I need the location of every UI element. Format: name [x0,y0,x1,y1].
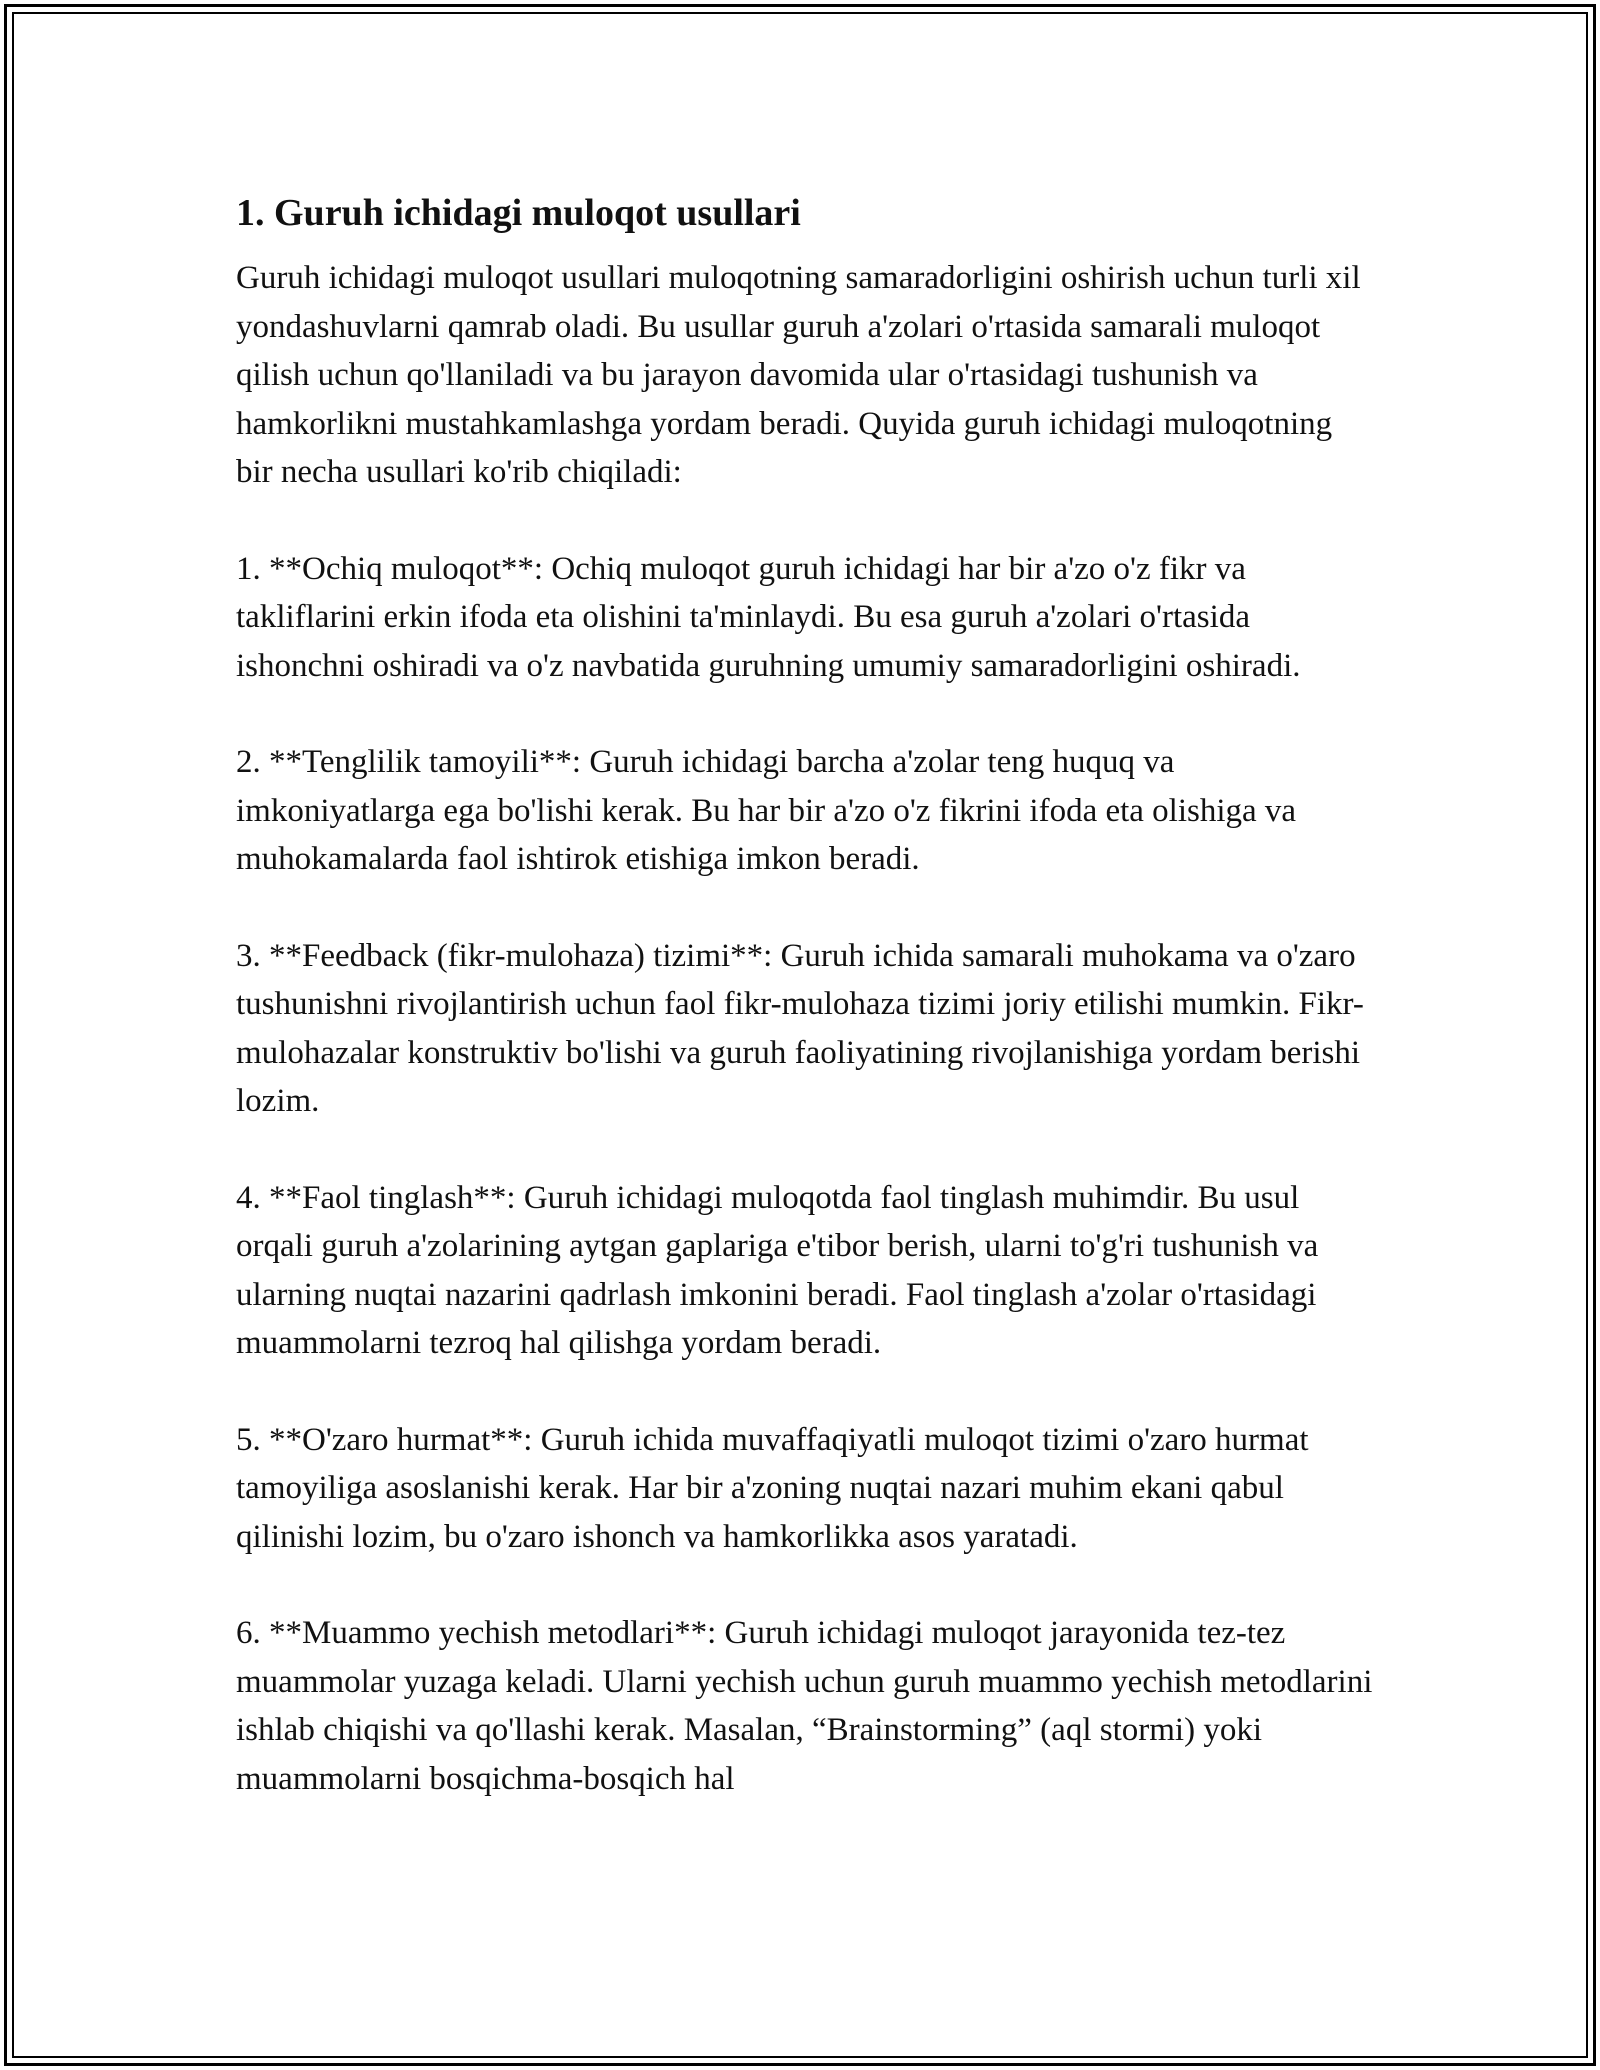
item-equality-principle: 2. **Tenglilik tamoyili**: Guruh ichidagi barcha a'zolar teng huquq va imkoniyatlarga ega bo'lishi kerak. Bu har bir a'zo o'z fikrini ifoda eta olishiga va muhokamalarda faol ishtirok etishiga imkon beradi. [236,744,1297,877]
intro-paragraph: Guruh ichidagi muloqot usullari muloqotning samaradorligini oshirish uchun turli xil yondashuvlarni qamrab oladi. Bu usullar guruh a'zolari o'rtasida samarali muloqot qilish uchun qo'llaniladi va bu jarayon davomida ular o'rtasidagi tushunish va hamkorlikni mustahkamlashga yordam beradi. Quyida guruh ichidagi muloqotning bir necha usullari ko'rib chiqiladi: [236,260,1361,490]
item-active-listening: 4. **Faol tinglash**: Guruh ichidagi muloqotda faol tinglash muhimdir. Bu usul orqali guruh a'zolarining aytgan gaplariga e'tibor berish, ularni to'g'ri tushunish va ularning nuqtai nazarini qadrlash imkonini beradi. Faol tinglash a'zolar o'rtasidagi muammolarni tezroq hal qilishga yordam beradi. [236,1179,1319,1361]
item-mutual-respect: 5. **O'zaro hurmat**: Guruh ichida muvaffaqiyatli muloqot tizimi o'zaro hurmat tamoyiliga asoslanishi kerak. Har bir a'zoning nuqtai nazari muhim ekani qabul qilinishi lozim, bu o'zaro ishonch va hamkorlikka asos yaratadi. [236,1421,1309,1555]
section-heading: 1. Guruh ichidagi muloqot usullari [236,192,801,234]
item-feedback-system: 3. **Feedback (fikr-mulohaza) tizimi**: Guruh ichida samarali muhokama va o'zaro tushunishni rivojlantirish uchun faol fikr-mulohaza tizimi joriy etilishi mumkin. Fikr-mulohazalar konstruktiv bo'lishi va guruh faoliyatining rivojlanishiga yordam berishi lozim. [236,937,1364,1119]
item-problem-solving-methods: 6. **Muammo yechish metodlari**: Guruh ichidagi muloqot jarayonida tez-tez muammolar yuzaga keladi. Ularni yechish uchun guruh muammo yechish metodlarini ishlab chiqishi va qo'llashi kerak. Masalan, “Brainstorming” (aql stormi) yoki muammolarni bosqichma-bosqich hal [236,1615,1373,1797]
document-body [236,186,1376,1851]
item-open-communication: 1. **Ochiq muloqot**: Ochiq muloqot guruh ichidagi har bir a'zo o'z fikr va takliflarini erkin ifoda eta olishini ta'minlaydi. Bu esa guruh a'zolari o'rtasida ishonchni oshiradi va o'z navbatida guruhning umumiy samaradorligini oshiradi. [236,550,1301,684]
